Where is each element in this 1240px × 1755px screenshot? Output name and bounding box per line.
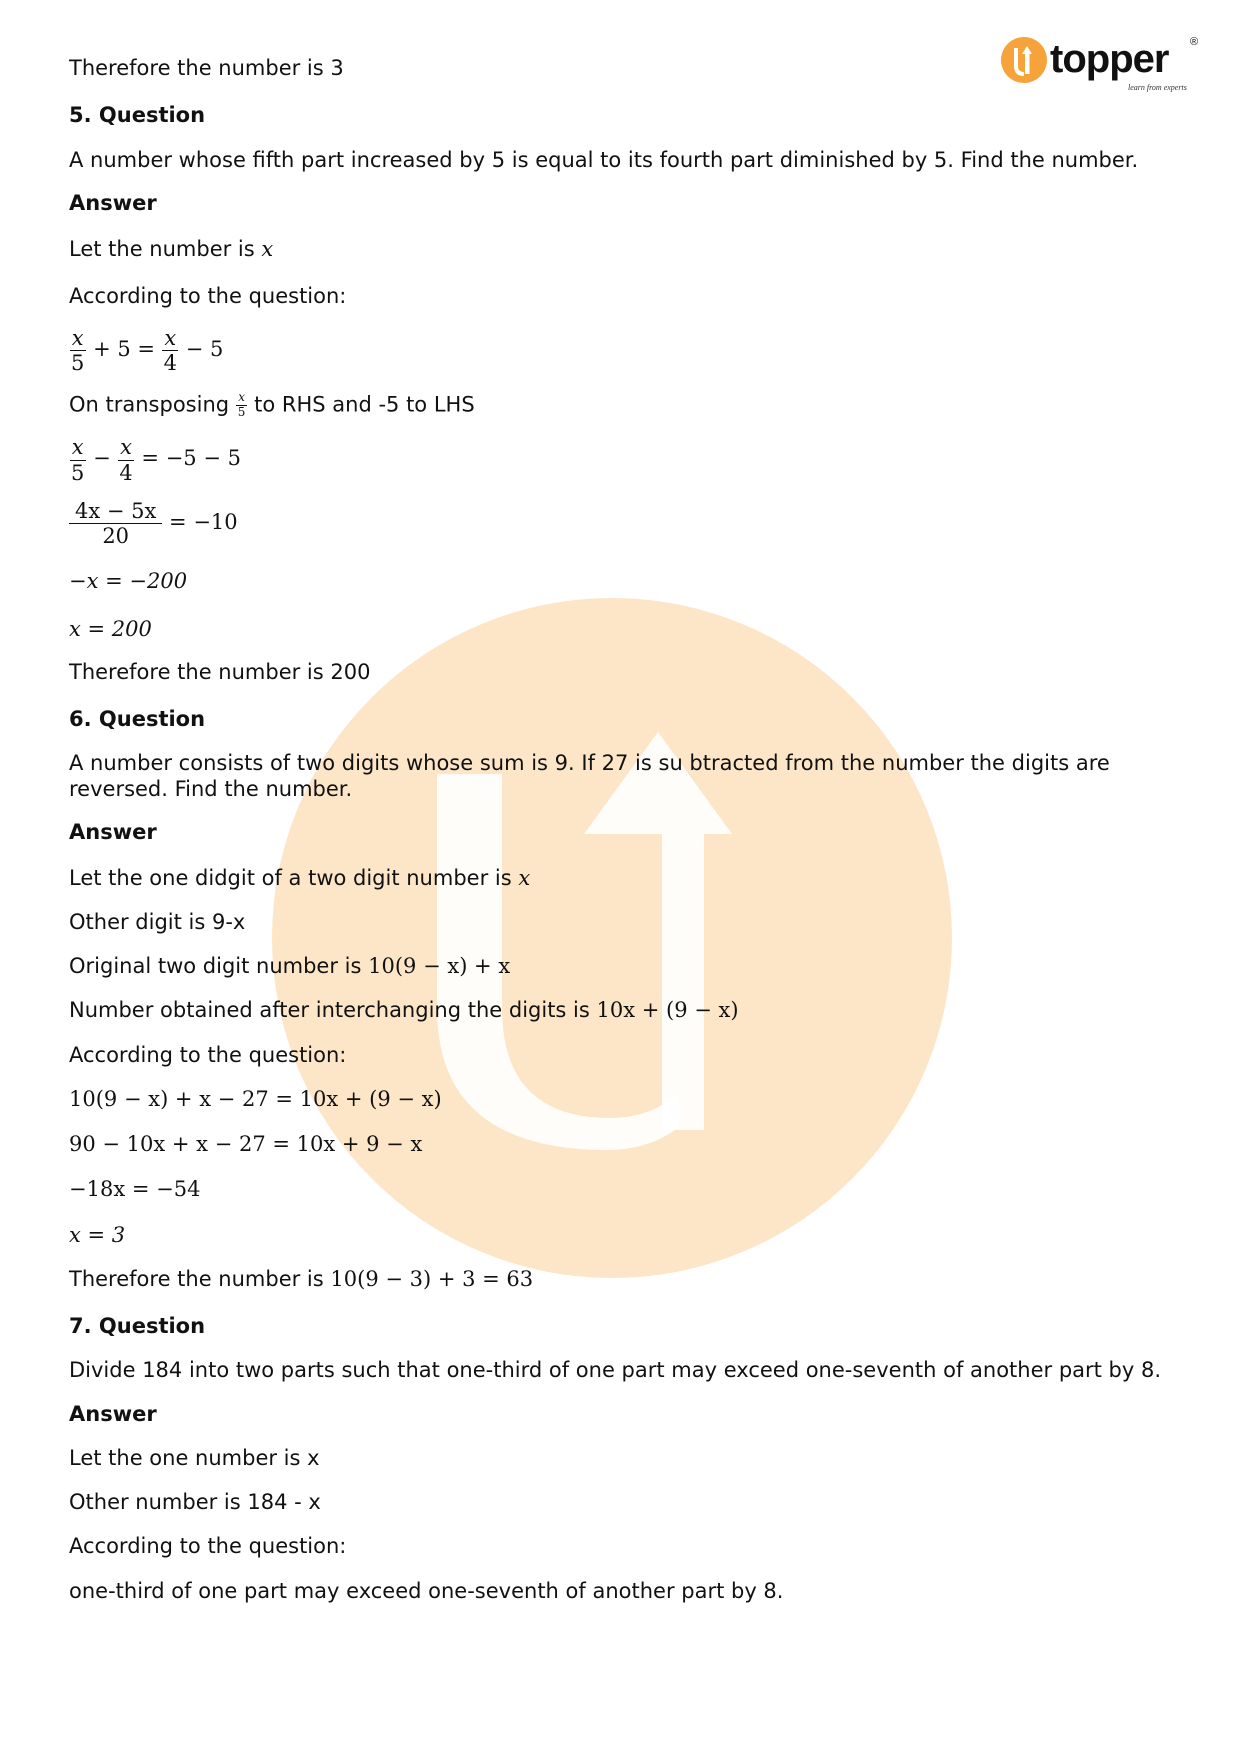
q5-eq2-frac-b: $\frac{x}{4}$ <box>119 435 133 485</box>
q7-title: 7. Question <box>69 1314 206 1339</box>
q7-according: According to the question: <box>69 1534 347 1559</box>
q5-eq1-frac-a: $\frac{x}{5}$ <box>71 325 85 375</box>
q6-conclusion: Therefore the number is 10(9 − 3) + 3 = 63 <box>69 1266 534 1291</box>
logo-wordmark: topper <box>1050 37 1169 81</box>
q7-answer-label: Answer <box>69 1401 157 1426</box>
q5-according: According to the question: <box>69 284 347 309</box>
q5-question: A number whose fifth part increased by 5 is equal to its fourth part diminished by 5. Find the number. <box>69 147 1139 172</box>
q5-let-var: x <box>261 237 274 261</box>
q6-equation-4: x = 3 <box>69 1222 126 1247</box>
q6-line-2: Other digit is 9-x <box>69 909 246 934</box>
q5-transpose-line: On transposing $\frac{x}{5}$ to RHS and -5 to LHS <box>69 389 475 419</box>
q5-answer-label: Answer <box>69 190 157 215</box>
q7-line-1: Let the one number is x <box>69 1445 320 1470</box>
q6-line-1: Let the one didgit of a two digit number is x <box>69 865 531 890</box>
q5-equation-4: −x = −200 <box>69 568 188 593</box>
q5-equation-5: x = 200 <box>69 617 152 642</box>
q5-transpose-frac: $\frac{x}{5}$ <box>237 389 246 419</box>
q6-according: According to the question: <box>69 1042 347 1067</box>
q6-title: 6. Question <box>69 706 206 731</box>
q5-equation-3: $\frac{4x - 5x}{20}$ = −10 <box>69 499 1179 548</box>
q5-let-line <box>69 236 1179 262</box>
q6-equation-2: 90 − 10x + x − 27 = 10x + 9 − x <box>69 1132 423 1157</box>
q7-line-3: one-third of one part may exceed one-seventh of another part by 8. <box>69 1578 784 1603</box>
q6-equation-3: −18x = −54 <box>69 1177 201 1202</box>
q5-equation-1: $\frac{x}{5}$ + 5 = $\frac{x}{4}$ − 5 <box>71 325 224 375</box>
q7-line-2: Other number is 184 - x <box>69 1490 321 1515</box>
document-body <box>69 55 1179 1604</box>
q7-question: Divide 184 into two parts such that one-third of one part may exceed one-seventh of another part by 8. <box>69 1358 1162 1383</box>
q5-conclusion: Therefore the number is 200 <box>69 660 371 685</box>
q6-answer-label: Answer <box>69 820 157 845</box>
q5-equation-2: $\frac{x}{5}$ − $\frac{x}{4}$ = −5 − 5 <box>71 435 241 485</box>
q5-eq2-frac-a: $\frac{x}{5}$ <box>71 435 85 485</box>
q6-question: A number consists of two digits whose sum is 9. If 27 is su btracted from the number the digits are reversed. Find the number. <box>69 750 1110 802</box>
logo-registered-mark: ® <box>1190 36 1199 48</box>
q5-title: 5. Question <box>69 103 206 128</box>
q6-equation-1: 10(9 − x) + x − 27 = 10x + (9 − x) <box>69 1086 442 1111</box>
logo-tagline: learn from experts <box>1128 83 1187 92</box>
q6-line-4: Number obtained after interchanging the digits is 10x + (9 − x) <box>69 998 739 1023</box>
q6-line-3: Original two digit number is 10(9 − x) + x <box>69 954 511 979</box>
q4-conclusion: Therefore the number is 3 <box>69 56 344 80</box>
q5-let-text: Let the number is <box>69 237 255 261</box>
q5-eq1-frac-b: $\frac{x}{4}$ <box>163 325 178 375</box>
q5-eq3-frac: $\frac{4x - 5x}{20}$ <box>69 499 162 548</box>
